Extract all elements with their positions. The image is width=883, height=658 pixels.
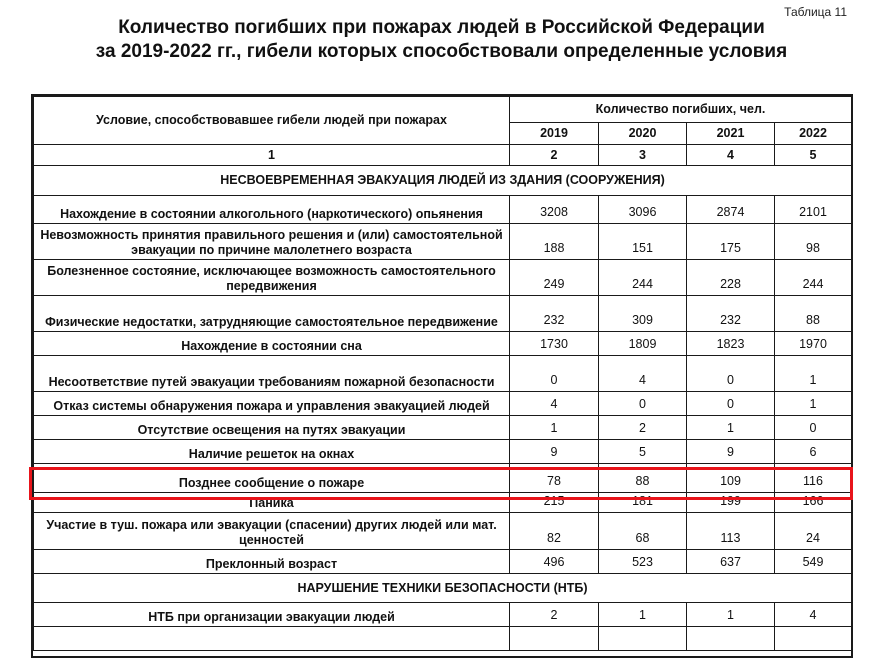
cell-2022: 6 xyxy=(775,440,852,464)
cell-2019: 82 xyxy=(510,513,599,550)
cell-2021: 1 xyxy=(687,603,775,627)
table-row xyxy=(34,493,852,513)
section-title-safety: НАРУШЕНИЕ ТЕХНИКИ БЕЗОПАСНОСТИ (НТБ) xyxy=(34,574,852,603)
cell-2020: 181 xyxy=(599,493,687,513)
table-row xyxy=(34,224,852,260)
cell-2019: 1730 xyxy=(510,332,599,356)
row-label: Болезненное состояние, исключающее возможность самостоятельного передвижения xyxy=(34,260,510,296)
table-row xyxy=(34,196,852,224)
cell-2020: 5 xyxy=(599,440,687,464)
cell-2021: 109 xyxy=(687,464,775,493)
table-row xyxy=(34,356,852,392)
row-label: Участие в туш. пожара или эвакуации (спасении) других людей или мат. ценностей xyxy=(34,513,510,550)
cell-2021: 2874 xyxy=(687,196,775,224)
column-number-4: 4 xyxy=(687,145,775,166)
cell-2019: 1 xyxy=(510,416,599,440)
cell-2022: 0 xyxy=(775,416,852,440)
cell-2020: 68 xyxy=(599,513,687,550)
table-row xyxy=(34,392,852,416)
cell-2019: 2 xyxy=(510,603,599,627)
cell-2022: 1970 xyxy=(775,332,852,356)
cell-2021: 637 xyxy=(687,550,775,574)
header-condition: Условие, способствовавшее гибели людей при пожарах xyxy=(34,97,510,145)
cell-2020: 244 xyxy=(599,260,687,296)
row-label: Нахождение в состоянии алкогольного (наркотического) опьянения xyxy=(34,196,510,224)
cell-2022: 2101 xyxy=(775,196,852,224)
empty-cell xyxy=(34,627,510,651)
empty-cell xyxy=(599,627,687,651)
cell-2019: 3208 xyxy=(510,196,599,224)
table-row xyxy=(34,603,852,627)
table-row-highlighted xyxy=(34,464,852,493)
cell-2020: 88 xyxy=(599,464,687,493)
header-deaths-count: Количество погибших, чел. xyxy=(510,97,852,123)
cell-2019: 188 xyxy=(510,224,599,260)
cell-2022: 1 xyxy=(775,392,852,416)
empty-cell xyxy=(775,627,852,651)
cell-2021: 1823 xyxy=(687,332,775,356)
cell-2022: 116 xyxy=(775,464,852,493)
page-title-line-2: за 2019-2022 гг., гибели которых способствовали определенные условия xyxy=(95,41,788,62)
table-label: Таблица 11 xyxy=(784,5,847,19)
cell-2021: 0 xyxy=(687,392,775,416)
cell-2020: 309 xyxy=(599,296,687,332)
cell-2022: 1 xyxy=(775,356,852,392)
cell-2019: 232 xyxy=(510,296,599,332)
cell-2022: 166 xyxy=(775,493,852,513)
header-year-2020: 2020 xyxy=(599,123,687,145)
cell-2020: 0 xyxy=(599,392,687,416)
row-label: Позднее сообщение о пожаре xyxy=(34,464,510,493)
cell-2021: 232 xyxy=(687,296,775,332)
table-row xyxy=(34,513,852,550)
section-title-evacuation: НЕСВОЕВРЕМЕННАЯ ЭВАКУАЦИЯ ЛЮДЕЙ ИЗ ЗДАНИЯ (СООРУЖЕНИЯ) xyxy=(34,166,852,196)
cell-2019: 249 xyxy=(510,260,599,296)
cell-2020: 1809 xyxy=(599,332,687,356)
cell-2019: 78 xyxy=(510,464,599,493)
table-row xyxy=(34,332,852,356)
table-row xyxy=(34,260,852,296)
empty-cell xyxy=(687,627,775,651)
cell-2021: 113 xyxy=(687,513,775,550)
cell-2022: 4 xyxy=(775,603,852,627)
table-row-empty xyxy=(34,627,852,651)
header-year-2019: 2019 xyxy=(510,123,599,145)
row-label: Физические недостатки, затрудняющие самостоятельное передвижение xyxy=(34,296,510,332)
column-number-1: 1 xyxy=(34,145,510,166)
cell-2021: 228 xyxy=(687,260,775,296)
cell-2022: 88 xyxy=(775,296,852,332)
cell-2020: 2 xyxy=(599,416,687,440)
table-row xyxy=(34,550,852,574)
row-label: Нахождение в состоянии сна xyxy=(34,332,510,356)
cell-2020: 523 xyxy=(599,550,687,574)
cell-2022: 98 xyxy=(775,224,852,260)
row-label: Отказ системы обнаружения пожара и управления эвакуацией людей xyxy=(34,392,510,416)
cell-2019: 496 xyxy=(510,550,599,574)
cell-2022: 549 xyxy=(775,550,852,574)
table-row xyxy=(34,296,852,332)
cell-2019: 0 xyxy=(510,356,599,392)
page-title-line-1: Количество погибших при пожарах людей в Российской Федерации xyxy=(118,17,765,38)
cell-2019: 9 xyxy=(510,440,599,464)
column-number-5: 5 xyxy=(775,145,852,166)
table-row xyxy=(34,440,852,464)
cell-2019: 215 xyxy=(510,493,599,513)
column-number-3: 3 xyxy=(599,145,687,166)
cell-2021: 199 xyxy=(687,493,775,513)
cell-2020: 151 xyxy=(599,224,687,260)
header-year-2021: 2021 xyxy=(687,123,775,145)
row-label: Невозможность принятия правильного решения и (или) самостоятельной эвакуации по причине малолетнего возраста xyxy=(34,224,510,260)
page-title xyxy=(0,16,883,64)
row-label: НТБ при организации эвакуации людей xyxy=(34,603,510,627)
row-label: Наличие решеток на окнах xyxy=(34,440,510,464)
table-row xyxy=(34,416,852,440)
cell-2020: 4 xyxy=(599,356,687,392)
column-number-2: 2 xyxy=(510,145,599,166)
row-label: Несоответствие путей эвакуации требованиям пожарной безопасности xyxy=(34,356,510,392)
cell-2021: 0 xyxy=(687,356,775,392)
cell-2022: 24 xyxy=(775,513,852,550)
cell-2021: 1 xyxy=(687,416,775,440)
row-label: Преклонный возраст xyxy=(34,550,510,574)
row-label: Отсутствие освещения на путях эвакуации xyxy=(34,416,510,440)
header-year-2022: 2022 xyxy=(775,123,852,145)
cell-2021: 175 xyxy=(687,224,775,260)
statistics-table xyxy=(33,96,852,651)
empty-cell xyxy=(510,627,599,651)
cell-2020: 1 xyxy=(599,603,687,627)
row-label: Паника xyxy=(34,493,510,513)
cell-2022: 244 xyxy=(775,260,852,296)
cell-2019: 4 xyxy=(510,392,599,416)
cell-2021: 9 xyxy=(687,440,775,464)
cell-2020: 3096 xyxy=(599,196,687,224)
